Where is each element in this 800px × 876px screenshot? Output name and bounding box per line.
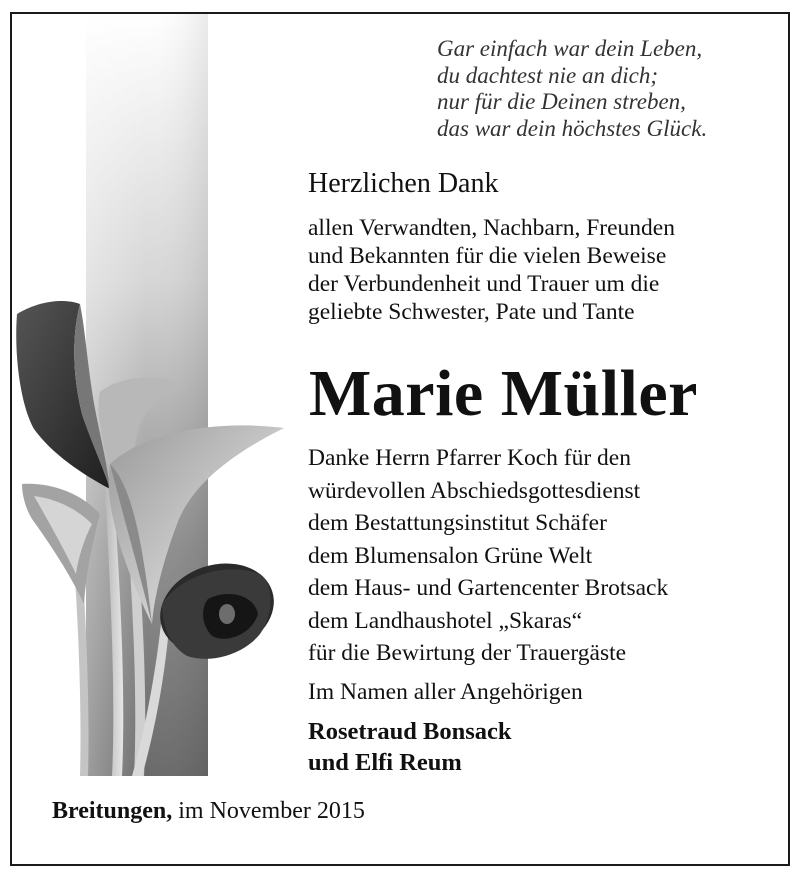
intro-line: der Verbundenheit und Trauer um die (308, 271, 660, 297)
intro-line: und Bekannten für die vielen Beweise (308, 243, 667, 269)
calla-lily-illustration (12, 14, 312, 794)
thanks-line: dem Blumensalon Grüne Welt (308, 542, 593, 569)
intro-text (308, 214, 675, 326)
signer-name: Rosetraud Bonsack (308, 718, 512, 745)
poem-line: Gar einfach war dein Leben, (437, 36, 703, 61)
thanks-list (308, 442, 668, 670)
poem (437, 36, 782, 142)
intro-line: allen Verwandten, Nachbarn, Freunden (308, 215, 675, 241)
signers (308, 716, 512, 778)
poem-line: du dachtest nie an dich; (437, 62, 659, 88)
thanks-line: dem Landhaushotel „Skaras“ (308, 607, 583, 634)
signer-name: und Elfi Reum (308, 749, 462, 776)
place-name: Breitungen, (52, 798, 173, 824)
thanks-line: dem Bestattungsinstitut Schäfer (308, 510, 607, 536)
obituary-card (10, 12, 790, 866)
poem-line: nur für die Deinen streben, (437, 89, 686, 114)
poem-line: das war dein höchstes Glück. (437, 115, 708, 141)
thanks-heading: Herzlichen Dank (308, 168, 499, 199)
thanks-line: Danke Herrn Pfarrer Koch für den (308, 445, 631, 471)
place-date (52, 798, 365, 825)
thanks-line: für die Bewirtung der Trauergäste (308, 640, 627, 666)
deceased-name: Marie Müller (309, 357, 698, 430)
date-text: im November 2015 (178, 798, 365, 824)
intro-line: geliebte Schwester, Pate und Tante (308, 299, 635, 325)
on-behalf-line: Im Namen aller Angehörigen (308, 679, 583, 705)
thanks-line: dem Haus- und Gartencenter Brotsack (308, 575, 669, 601)
thanks-line: würdevollen Abschiedsgottesdienst (308, 477, 641, 504)
